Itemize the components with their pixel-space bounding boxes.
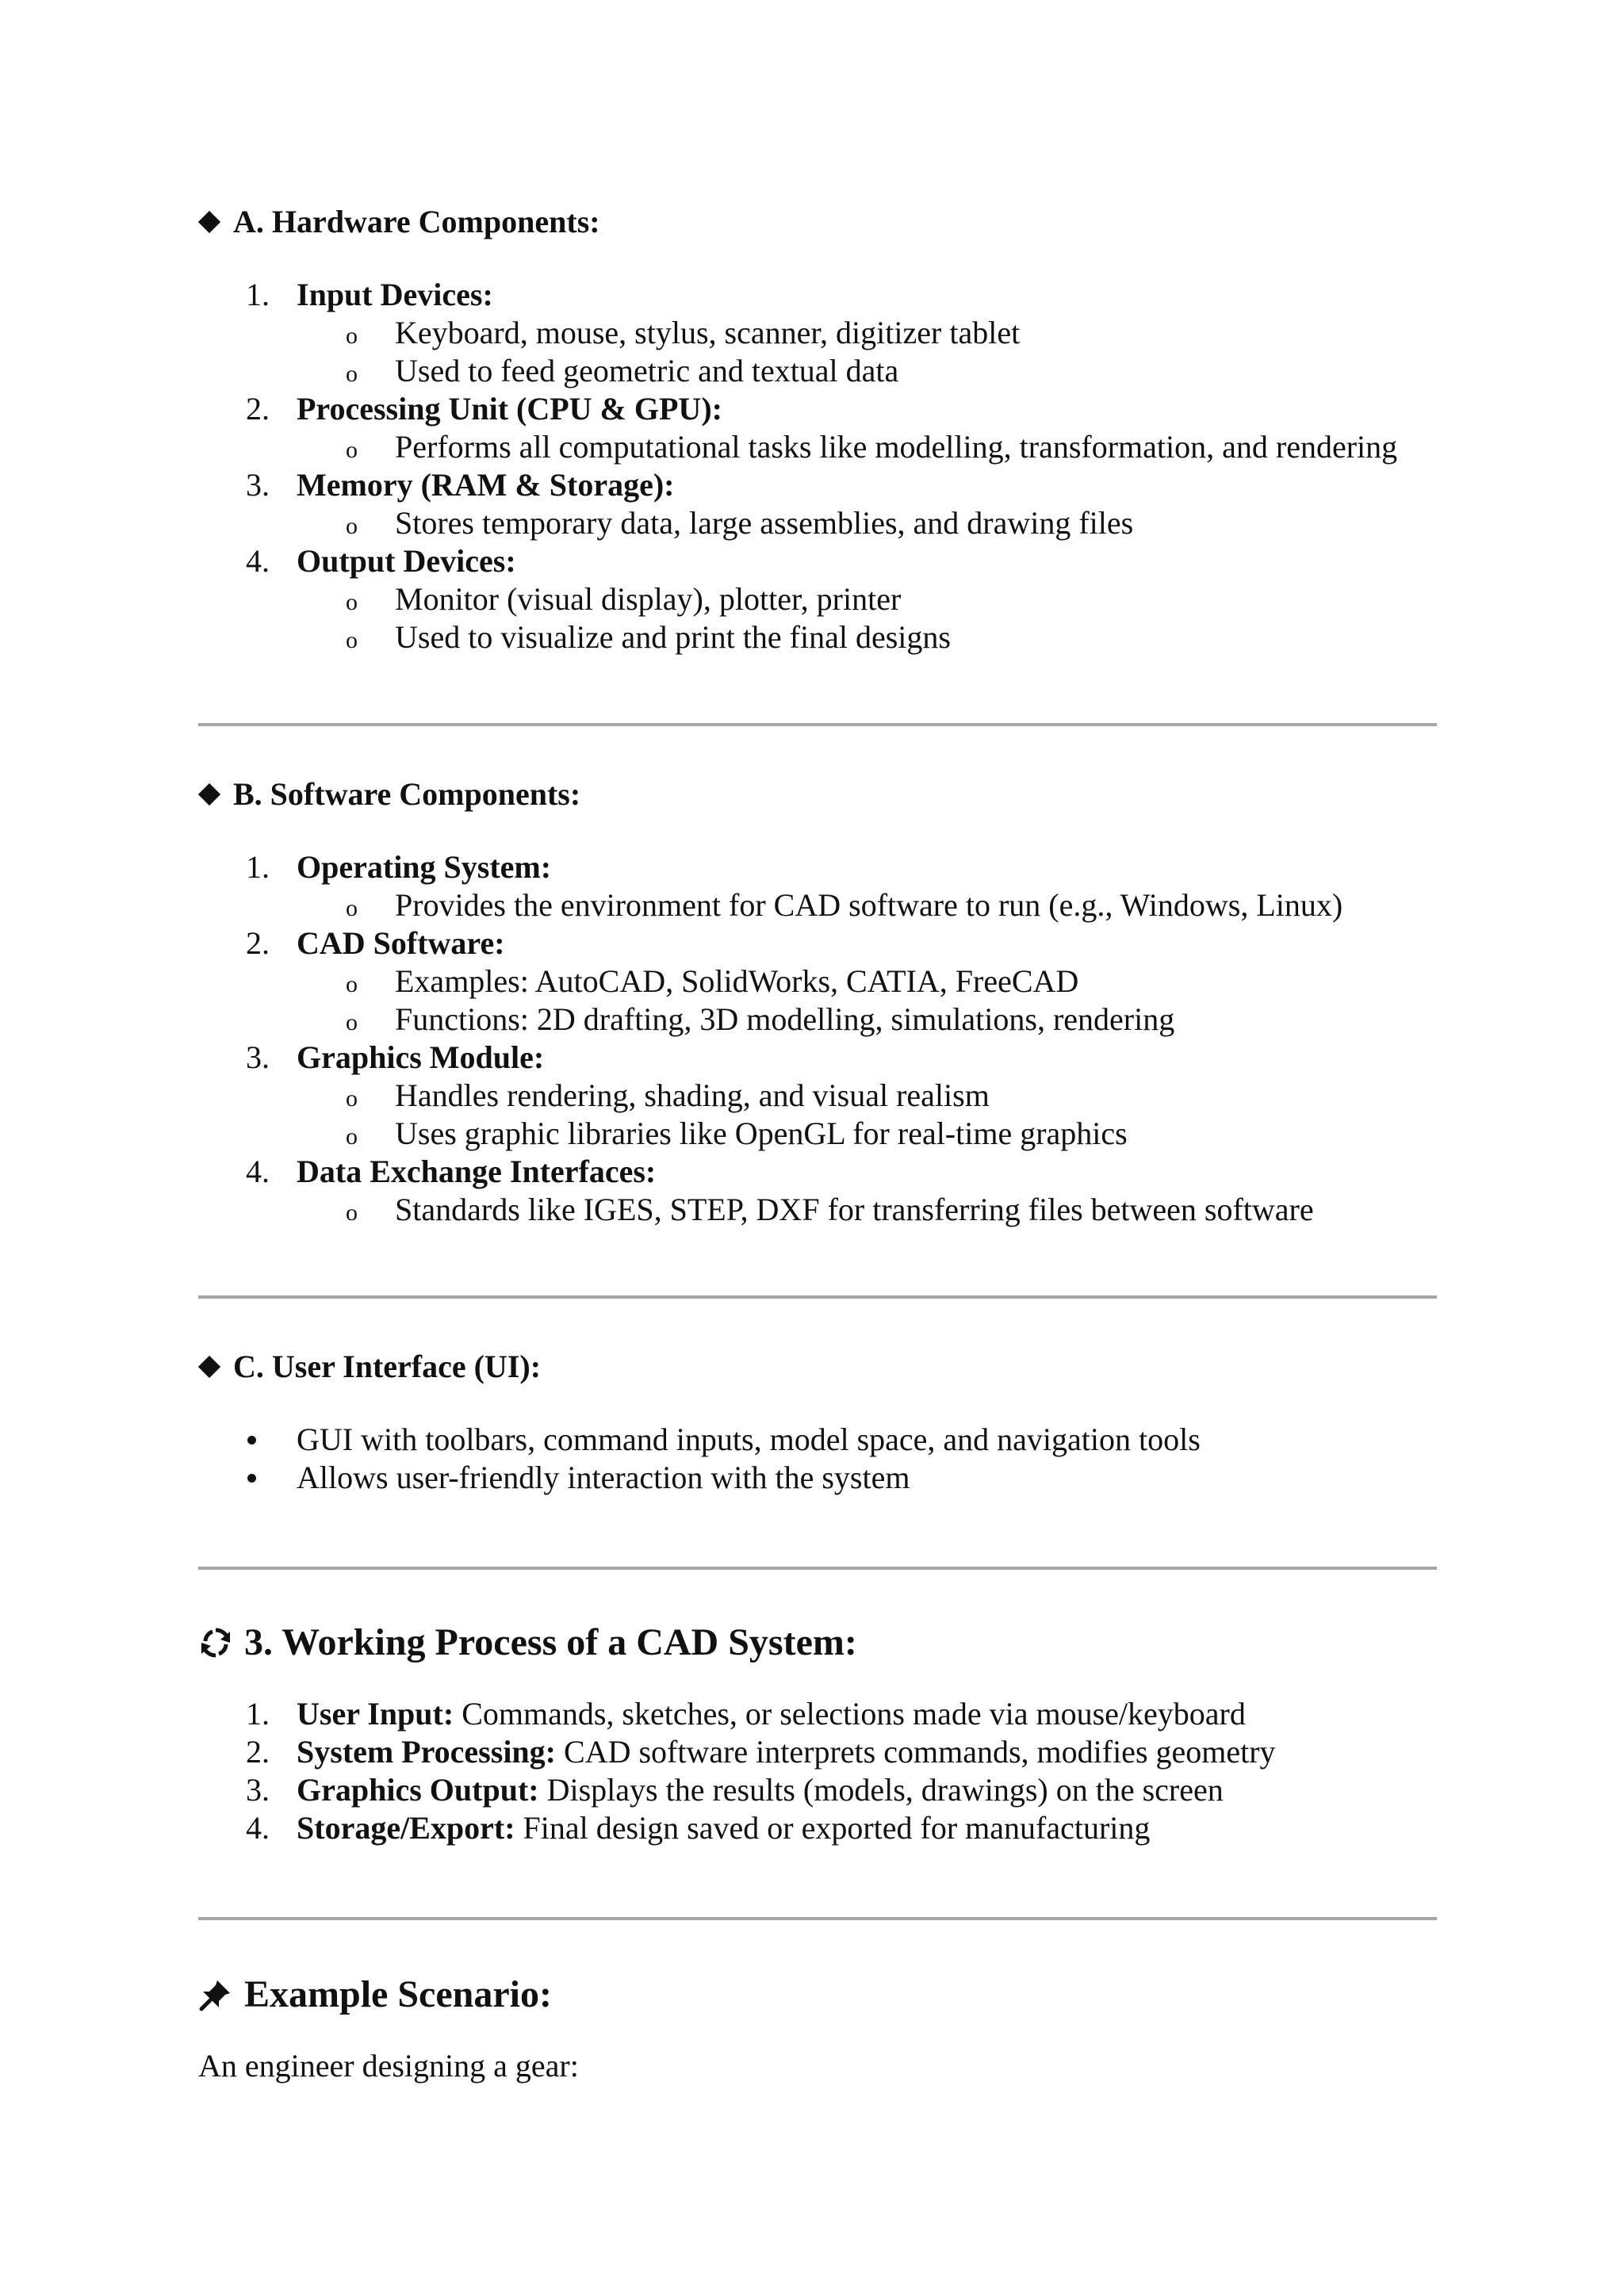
software-section — [198, 771, 1437, 1229]
list-item-label: Operating System: — [297, 849, 552, 885]
bullet-dot-icon — [247, 1459, 259, 1497]
list-number: 4. — [246, 1154, 270, 1189]
working-heading — [198, 1617, 1437, 1668]
list-item-label: User Input: — [297, 1696, 454, 1732]
diamond-icon — [198, 1356, 220, 1378]
circle-bullet-icon: o — [346, 323, 358, 349]
list-item-label: Output Devices: — [297, 543, 516, 579]
circle-bullet-icon: o — [346, 895, 358, 921]
list-number: 4. — [246, 1810, 270, 1846]
working-heading-text: 3. Working Process of a CAD System: — [244, 1621, 857, 1663]
diamond-icon — [198, 211, 220, 233]
sub-item: Examples: AutoCAD, SolidWorks, CATIA, FreeCAD — [395, 963, 1079, 999]
list-number: 3. — [246, 467, 270, 503]
list-item — [198, 848, 1437, 924]
list-item — [198, 390, 1437, 466]
sub-item: Standards like IGES, STEP, DXF for transferring files between software — [395, 1192, 1314, 1227]
bullet-dot-icon — [247, 1421, 259, 1459]
example-heading-text: Example Scenario: — [244, 1973, 552, 2015]
list-item — [198, 1153, 1437, 1229]
circle-bullet-icon: o — [346, 1009, 358, 1035]
list-item — [198, 924, 1437, 1039]
circle-bullet-icon: o — [346, 589, 358, 615]
circle-bullet-icon: o — [346, 971, 358, 997]
sub-item: Used to visualize and print the final designs — [395, 619, 951, 655]
list-item-text: Displays the results (models, drawings) on the screen — [538, 1772, 1224, 1808]
list-item-label: CAD Software: — [297, 925, 505, 961]
hardware-section — [198, 198, 1437, 656]
example-text: An engineer designing a gear: — [198, 2048, 579, 2084]
list-item-text: CAD software interprets commands, modifies geometry — [556, 1734, 1276, 1770]
list-number: 3. — [246, 1039, 270, 1075]
software-heading-text: B. Software Components: — [233, 776, 581, 812]
sub-item: Keyboard, mouse, stylus, scanner, digitizer tablet — [395, 315, 1021, 350]
diamond-icon — [198, 783, 220, 806]
list-number: 1. — [246, 277, 270, 312]
list-number: 1. — [246, 849, 270, 885]
list-item — [198, 1459, 1437, 1497]
list-number: 2. — [246, 1734, 270, 1770]
list-item — [198, 542, 1437, 656]
list-number: 3. — [246, 1772, 270, 1808]
list-number: 2. — [246, 925, 270, 961]
list-item-label: Memory (RAM & Storage): — [297, 467, 675, 503]
sub-item: Performs all computational tasks like modelling, transformation, and rendering — [395, 429, 1398, 465]
circle-bullet-icon: o — [346, 513, 358, 539]
hardware-list — [198, 276, 1437, 656]
list-item — [198, 466, 1437, 542]
bullet-text: GUI with toolbars, command inputs, model space, and navigation tools — [297, 1422, 1201, 1457]
circle-bullet-icon: o — [346, 1123, 358, 1150]
list-item — [198, 1039, 1437, 1153]
circle-bullet-icon: o — [346, 437, 358, 463]
list-item-label: System Processing: — [297, 1734, 556, 1770]
list-number: 4. — [246, 543, 270, 579]
ui-heading — [198, 1343, 1437, 1391]
list-item — [198, 1809, 1437, 1847]
list-item-label: Input Devices: — [297, 277, 493, 312]
sub-item: Stores temporary data, large assemblies, and drawing files — [395, 505, 1134, 541]
sub-item: Uses graphic libraries like OpenGL for real-time graphics — [395, 1115, 1128, 1151]
sub-item: Monitor (visual display), plotter, printer — [395, 581, 902, 617]
refresh-icon — [198, 1625, 233, 1660]
hardware-heading — [198, 198, 1437, 246]
list-number: 1. — [246, 1696, 270, 1732]
working-list — [198, 1695, 1437, 1847]
bullet-text: Allows user-friendly interaction with the system — [297, 1460, 910, 1495]
circle-bullet-icon: o — [346, 361, 358, 387]
list-item-text: Final design saved or exported for manufacturing — [515, 1810, 1151, 1846]
sub-item: Functions: 2D drafting, 3D modelling, simulations, rendering — [395, 1001, 1175, 1037]
list-item-text: Commands, sketches, or selections made via mouse/keyboard — [454, 1696, 1246, 1732]
list-item-label: Processing Unit (CPU & GPU): — [297, 391, 722, 427]
sub-item: Handles rendering, shading, and visual realism — [395, 1077, 990, 1113]
software-heading — [198, 771, 1437, 818]
working-section — [198, 1617, 1437, 1847]
list-item — [198, 1771, 1437, 1809]
ui-section — [198, 1343, 1437, 1497]
list-item — [198, 1421, 1437, 1459]
circle-bullet-icon: o — [346, 627, 358, 653]
sub-item: Used to feed geometric and textual data — [395, 353, 899, 388]
list-item-label: Graphics Output: — [297, 1772, 539, 1808]
example-section — [198, 1969, 1437, 2085]
list-item — [198, 1695, 1437, 1733]
circle-bullet-icon: o — [346, 1200, 358, 1226]
circle-bullet-icon: o — [346, 1085, 358, 1112]
list-item-label: Graphics Module: — [297, 1039, 545, 1075]
list-number: 2. — [246, 391, 270, 427]
ui-bullet-list — [198, 1421, 1437, 1497]
ui-heading-text: C. User Interface (UI): — [233, 1349, 542, 1384]
list-item — [198, 1733, 1437, 1771]
example-heading — [198, 1969, 1437, 2020]
hardware-heading-text: A. Hardware Components: — [233, 204, 600, 239]
list-item — [198, 276, 1437, 390]
sub-item: Provides the environment for CAD software to run (e.g., Windows, Linux) — [395, 887, 1343, 923]
pushpin-icon — [198, 1977, 233, 2012]
list-item-label: Storage/Export: — [297, 1810, 515, 1846]
software-list — [198, 848, 1437, 1229]
list-item-label: Data Exchange Interfaces: — [297, 1154, 657, 1189]
